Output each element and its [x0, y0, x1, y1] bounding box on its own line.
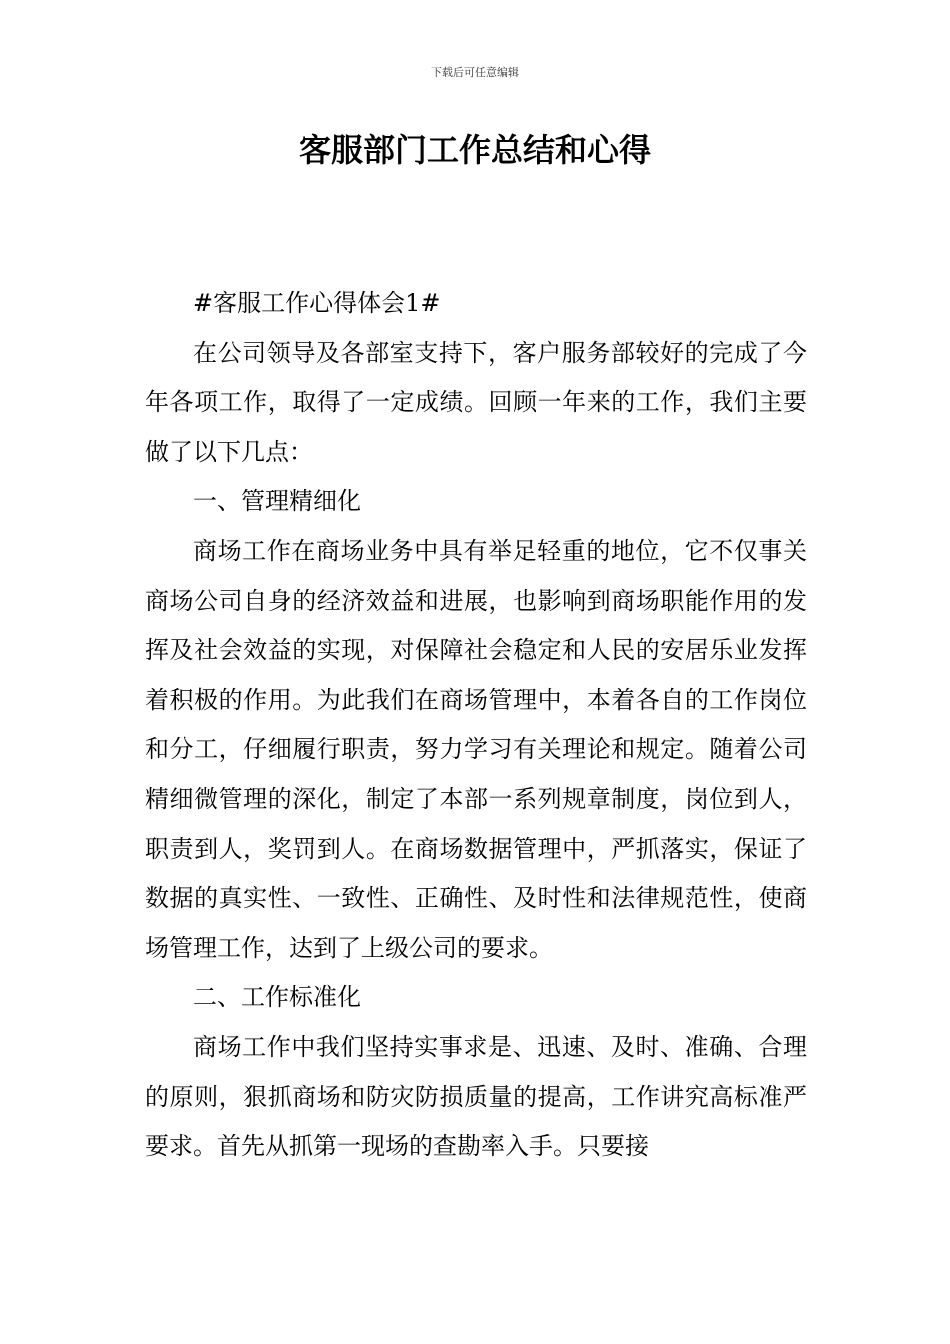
header-note: 下载后可任意编辑 — [431, 66, 519, 79]
document-body — [145, 279, 807, 1172]
paragraph: 商场工作中我们坚持实事求是、迅速、及时、准确、合理的原则，狠抓商场和防灾防损质量的提高，工作讲究高标准严要求。首先从抓第一现场的查勘率入手。只要接 — [145, 1032, 807, 1161]
section-heading: 二、工作标准化 — [193, 983, 361, 1012]
section-heading: #客服工作心得体会1# — [193, 289, 441, 317]
paragraph: 在公司领导及各部室支持下，客户服务部较好的完成了今年各项工作，取得了一定成绩。回顾一年来的工作，我们主要做了以下几点： — [145, 338, 807, 466]
document-title: 客服部门工作总结和心得 — [298, 131, 651, 169]
section-heading: 一、管理精细化 — [193, 487, 361, 516]
paragraph: 商场工作在商场业务中具有举足轻重的地位，它不仅事关商场公司自身的经济效益和进展，也影响到商场职能作用的发挥及社会效益的实现，对保障社会稳定和人民的安居乐业发挥着积极的作用。为此我们在商场管理中，本着各自的工作岗位和分工，仔细履行职责，努力学习有关理论和规定。随着公司精细微管理的深化，制定了本部一系列规章制度，岗位到人，职责到人，奖罚到人。在商场数据管理中，严抓落实，保证了数据的真实性、一致性、正确性、及时性和法律规范性，使商场管理工作，达到了上级公司的要求。 — [145, 536, 807, 962]
